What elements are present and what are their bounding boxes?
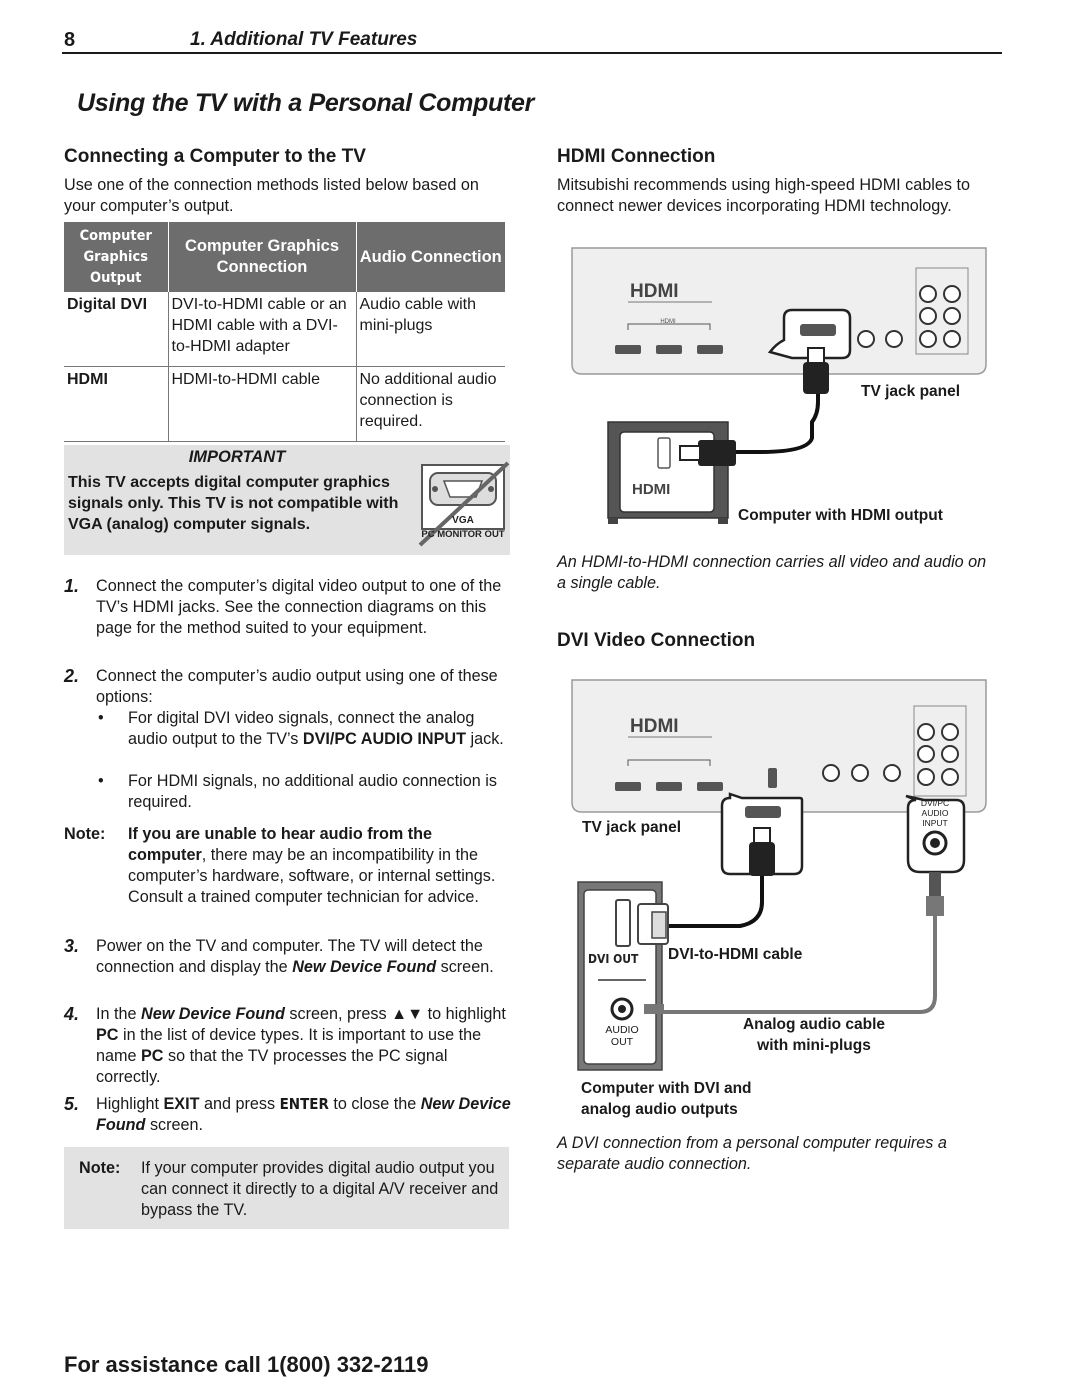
important-box xyxy=(64,445,510,555)
hdmi-port-3 xyxy=(697,782,723,791)
connecting-heading: Connecting a Computer to the TV xyxy=(64,146,366,167)
hdmi-logo: HDMI xyxy=(630,281,679,302)
hdmi-caption: An HDMI-to-HDMI connection carries all video and audio on a single cable. xyxy=(557,553,987,592)
table-header-output: Computer Graphics Output xyxy=(64,222,168,292)
step-2 xyxy=(64,666,514,708)
important-text: This TV accepts digital computer graphics signals only. This TV is not compatible with VGA (analog) computer signals. xyxy=(68,474,399,533)
pc-hdmi-logo: HDMI xyxy=(632,481,671,498)
table-cell: HDMI-to-HDMI cable xyxy=(168,367,356,442)
dvi-panel-hdmi-logo: HDMI xyxy=(630,716,679,737)
hdmi-heading: HDMI Connection xyxy=(557,146,716,167)
table-row xyxy=(64,367,505,442)
step-number: 4. xyxy=(64,1004,80,1024)
hdmi-port-2 xyxy=(656,345,682,354)
dvi-computer-label: Computer with DVI and analog audio outputs xyxy=(581,1080,752,1118)
assistance-footer: For assistance call 1(800) 332-2119 xyxy=(64,1352,429,1377)
note-bold: If you are unable to hear audio from the computer xyxy=(128,825,433,864)
hdmi-tv-jack-panel-label: TV jack panel xyxy=(861,383,961,400)
bullet-bold: DVI/PC AUDIO INPUT xyxy=(302,730,466,748)
step-4: 4. In the New Device Found screen, press ▲▼ to highlight PC in the list of device types. It is important to use the name PC so that the TV processes the PC signal correctly. xyxy=(64,1004,506,1086)
hdmi-port-1 xyxy=(615,345,641,354)
note-label: Note: xyxy=(79,1159,121,1177)
step-5: 5. Highlight EXIT and press ENTER to close the New Device Found screen. xyxy=(64,1094,511,1134)
analog-audio-cable-label: Analog audio cable with mini-plugs xyxy=(742,1016,886,1054)
step-text: Connect the computer’s audio output using one of these options: xyxy=(96,667,498,706)
header-rule xyxy=(62,52,1002,54)
hdmi-port-2 xyxy=(656,782,682,791)
bullet-text-end: jack. xyxy=(466,730,504,748)
no-vga-icon xyxy=(416,461,512,551)
connecting-intro: Use one of the connection methods listed below based on your computer’s output. xyxy=(64,176,479,215)
step-3: 3. Power on the TV and computer. The TV will detect the connection and display the New Device Found screen. xyxy=(64,936,494,976)
table-row xyxy=(64,292,505,367)
bullet-dvi: • For digital DVI video signals, connect the analog audio output to the TV’s DVI/PC AUDIO INPUT jack. xyxy=(98,709,504,748)
section-title: 1. Additional TV Features xyxy=(190,29,418,50)
table-cell: Digital DVI xyxy=(64,292,168,367)
page-number: 8 xyxy=(64,29,76,51)
ant-jack xyxy=(823,765,839,781)
connection-table xyxy=(64,222,505,442)
bullet-hdmi: • For HDMI signals, no additional audio connection is required. xyxy=(96,771,506,813)
step-text: Connect the computer’s digital video output to one of the TV’s HDMI jacks. See the connection diagrams on this page for the method suited to your equipment. xyxy=(96,577,502,637)
dvipc-audio-input-label: DVI/PC AUDIO INPUT xyxy=(920,798,950,828)
dvi-tv-jack-panel-label: TV jack panel xyxy=(582,819,682,836)
step-1 xyxy=(64,576,514,639)
dvi-caption: A DVI connection from a personal computer requires a separate audio connection. xyxy=(557,1134,947,1173)
note-label: Note: xyxy=(64,825,106,843)
bullet-text: For HDMI signals, no additional audio connection is required. xyxy=(128,772,497,811)
hdmi-port-3 xyxy=(697,345,723,354)
hdmi-port-1 xyxy=(615,782,641,791)
step-number: 3. xyxy=(64,936,80,956)
table-header-graphics: Computer Graphics Connection xyxy=(168,222,356,292)
hdmi-computer-label: Computer with HDMI output xyxy=(738,507,943,524)
dvi-heading: DVI Video Connection xyxy=(557,630,756,651)
svg-text:HDMI: HDMI xyxy=(660,319,676,325)
note-audio xyxy=(64,824,514,908)
step-number: 2. xyxy=(64,666,80,686)
table-cell: Audio cable with mini-plugs xyxy=(356,292,505,367)
page-title: Using the TV with a Personal Computer xyxy=(77,89,535,117)
note-text: If your computer provides digital audio output you can connect it directly to a digital A/V receiver and bypass the TV. xyxy=(141,1159,499,1219)
table-cell: HDMI xyxy=(64,367,168,442)
note-text: , there may be an incompatibility in the computer’s hardware, software, or internal settings. Consult a trained computer technician for advice. xyxy=(128,846,496,906)
important-title: IMPORTANT xyxy=(188,448,286,466)
table-header-audio: Audio Connection xyxy=(356,222,505,292)
dvi-out-label: DVI OUT xyxy=(588,952,639,966)
bullet-text: For digital DVI video signals, connect the analog audio output to the TV’s xyxy=(128,709,475,748)
audio-out-label: AUDIO OUT xyxy=(605,1024,639,1048)
usb-port xyxy=(768,768,777,788)
table-cell: DVI-to-HDMI cable or an HDMI cable with a DVI-to-HDMI adapter xyxy=(168,292,356,367)
dvi-cable-label: DVI-to-HDMI cable xyxy=(668,946,803,963)
step-number: 5. xyxy=(64,1094,80,1114)
step-number: 1. xyxy=(64,576,80,596)
table-cell: No additional audio connection is required. xyxy=(356,367,505,442)
hdmi-intro: Mitsubishi recommends using high-speed HDMI cables to connect newer devices incorporating HDMI technology. xyxy=(557,176,970,215)
pc-monitor-out-label: PC MONITOR OUT xyxy=(421,529,505,540)
vga-label: VGA xyxy=(452,515,474,526)
note-digital-audio-box xyxy=(64,1147,509,1229)
